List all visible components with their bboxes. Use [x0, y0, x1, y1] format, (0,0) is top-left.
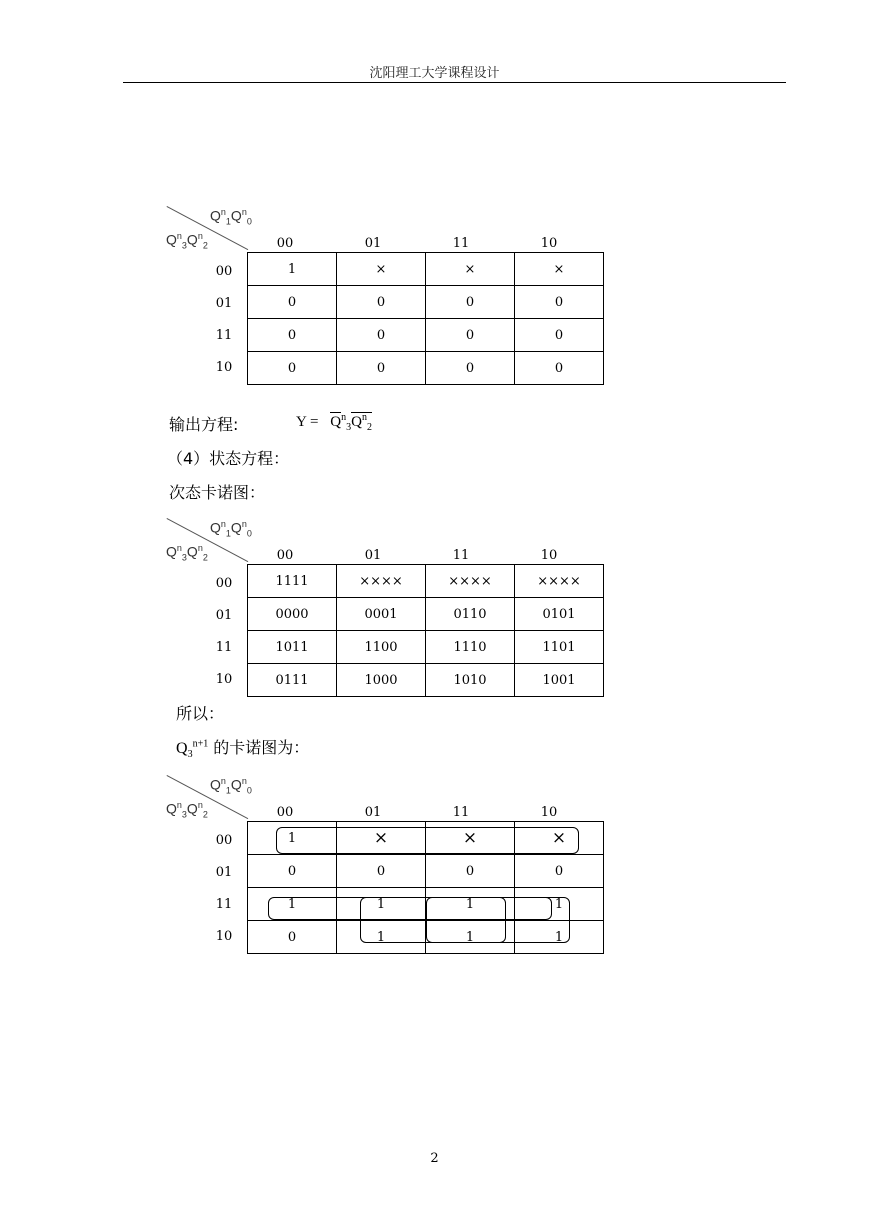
kmap-cell: 0101: [515, 598, 604, 631]
kmap-cell: 1: [426, 888, 515, 921]
kmap-cell: 0: [515, 352, 604, 385]
kmap-row-variables: $Q^n_3Q^n_2$: [166, 231, 208, 251]
kmap-cell: ×: [515, 822, 604, 855]
kmap-row-variables: $Q^n_3Q^n_2$: [166, 543, 208, 563]
kmap-q3: [160, 775, 620, 965]
kmap-cell: 1: [337, 888, 426, 921]
column-header: 11: [452, 805, 470, 820]
kmap-cell: 1010: [426, 664, 515, 697]
column-header: 00: [276, 548, 294, 563]
kmap-cell: 1: [337, 921, 426, 954]
row-header: 00: [215, 833, 233, 848]
kmap-cell: 0: [337, 855, 426, 888]
output-equation: $Y = Q^n_3Q^n_2$: [296, 412, 372, 433]
kmap-cell: 0: [426, 286, 515, 319]
kmap-cell: ×: [337, 253, 426, 286]
kmap-cell: 0: [248, 319, 337, 352]
kmap-cell: ×: [515, 253, 604, 286]
kmap-cell: 0: [426, 855, 515, 888]
kmap-cell: ××××: [426, 565, 515, 598]
kmap-cell: 1: [248, 253, 337, 286]
row-header: 00: [215, 576, 233, 591]
page-header: 沈阳理工大学课程设计: [369, 66, 500, 81]
kmap-cell: 1000: [337, 664, 426, 697]
kmap-cell: 1: [515, 888, 604, 921]
group-loop-row-00: [276, 827, 579, 854]
kmap-cell: 1001: [515, 664, 604, 697]
kmap-cell: ×: [426, 822, 515, 855]
kmap-cell: 1011: [248, 631, 337, 664]
column-header: 01: [364, 236, 382, 251]
equation-lhs: Y =: [296, 414, 319, 430]
therefore-text: 所以：: [176, 704, 225, 723]
column-header: 10: [540, 236, 558, 251]
row-header: 10: [215, 360, 233, 375]
page-number: 2: [430, 1151, 439, 1166]
kmap-next-state: [160, 518, 620, 708]
kmap-cell: 0: [337, 352, 426, 385]
column-header: 10: [540, 805, 558, 820]
kmap-cell: 1100: [337, 631, 426, 664]
kmap-cell: 0000: [248, 598, 337, 631]
kmap-cell: 1111: [248, 565, 337, 598]
column-header: 10: [540, 548, 558, 563]
kmap-grid: [247, 564, 604, 697]
next-state-heading: 次态卡诺图：: [169, 483, 266, 502]
row-header: 11: [215, 328, 233, 343]
kmap-cell: 0: [515, 855, 604, 888]
header-rule: [123, 82, 786, 83]
kmap-cell: 1110: [426, 631, 515, 664]
kmap-row-variables: $Q^n_3Q^n_2$: [166, 800, 208, 820]
column-header: 11: [452, 548, 470, 563]
kmap-cell: ××××: [337, 565, 426, 598]
column-header: 00: [276, 236, 294, 251]
kmap-column-variables: $Q^n_1Q^n_0$: [210, 776, 252, 796]
kmap-output: [160, 206, 620, 396]
kmap-cell: ×: [426, 253, 515, 286]
row-header: 01: [215, 865, 233, 880]
kmap-cell: 0110: [426, 598, 515, 631]
kmap-cell: 0: [248, 352, 337, 385]
kmap-column-variables: $Q^n_1Q^n_0$: [210, 207, 252, 227]
column-header: 01: [364, 548, 382, 563]
kmap-cell: 0001: [337, 598, 426, 631]
kmap-cell: 1: [248, 888, 337, 921]
output-equation-label: 输出方程:: [169, 415, 239, 434]
kmap-cell: 0: [426, 319, 515, 352]
row-header: 10: [215, 929, 233, 944]
column-header: 01: [364, 805, 382, 820]
kmap-cell: 0: [248, 855, 337, 888]
q3-heading: $Q_3^{n+1}$ 的卡诺图为：: [176, 738, 310, 761]
kmap-cell: ××××: [515, 565, 604, 598]
group-loop-col-11: [426, 897, 506, 943]
row-header: 01: [215, 296, 233, 311]
kmap-column-variables: $Q^n_1Q^n_0$: [210, 519, 252, 539]
kmap-cell: 0: [248, 286, 337, 319]
row-header: 10: [215, 672, 233, 687]
kmap-cell: 1: [515, 921, 604, 954]
kmap-cell: ×: [337, 822, 426, 855]
q3-complement: Q: [330, 414, 342, 430]
q2-complement: $Q^n_2$: [351, 412, 372, 433]
kmap-cell: 0111: [248, 664, 337, 697]
kmap-cell: 0: [515, 286, 604, 319]
row-header: 01: [215, 608, 233, 623]
column-header: 00: [276, 805, 294, 820]
kmap-cell: 1101: [515, 631, 604, 664]
kmap-cell: 0: [337, 286, 426, 319]
row-header: 00: [215, 264, 233, 279]
kmap-cell: 0: [515, 319, 604, 352]
kmap-cell: 1: [248, 822, 337, 855]
row-header: 11: [215, 640, 233, 655]
kmap-cell: 1: [426, 921, 515, 954]
row-header: 11: [215, 897, 233, 912]
state-equation-heading: （4）状态方程：: [167, 449, 290, 468]
kmap-cell: 0: [248, 921, 337, 954]
kmap-cell: 0: [337, 319, 426, 352]
kmap-cell: 0: [426, 352, 515, 385]
kmap-grid: [247, 252, 604, 385]
column-header: 11: [452, 236, 470, 251]
